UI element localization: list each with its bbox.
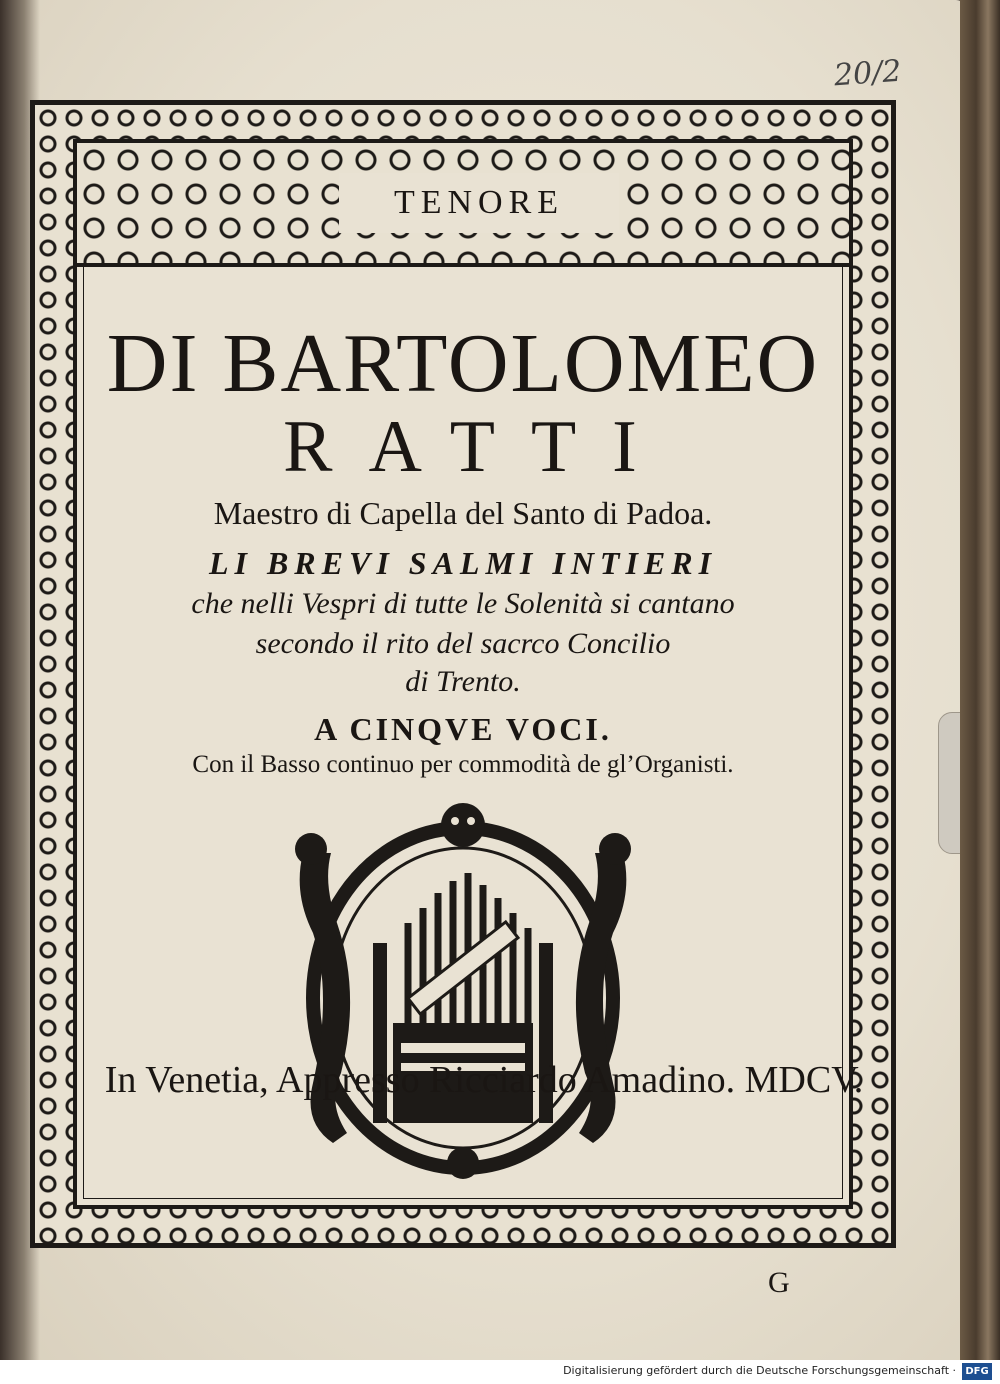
footer-credit: Digitalisierung gefördert durch die Deutsche Forschungsgemeinschaft · <box>563 1364 956 1377</box>
book-fore-edge <box>960 0 1000 1360</box>
composer-position: Maestro di Capella del Santo di Padoa. <box>213 495 713 531</box>
shelfmark-handwritten: 20/2 <box>832 53 903 94</box>
work-description-line1: che nelli Vespri di tutte le Solenità si cantano <box>191 587 735 620</box>
basso-continuo-note: Con il Basso continuo per commodità de gl’Organisti. <box>192 751 734 778</box>
imprint-line: In Venetia, Appresso Ricciardo Amadino. MDCV. <box>104 1059 864 1101</box>
composer-name-line1: DI BARTOLOMEO <box>106 317 820 410</box>
dfg-logo: DFG <box>962 1363 992 1380</box>
voice-part-label: TENORE <box>393 184 565 221</box>
printer-device-organ-emblem <box>283 793 643 1183</box>
voices-statement: A CINQVE VOCI. <box>314 711 612 747</box>
digitization-footer <box>0 1360 1000 1384</box>
title-panel <box>73 139 853 1209</box>
voice-part-label-box <box>339 173 619 233</box>
work-description-line2: secondo il rito del sacrco Concilio <box>255 627 671 660</box>
composer-name-line2: RATTI <box>283 406 673 488</box>
work-description-line3: di Trento. <box>405 665 521 698</box>
header-ornament-band <box>77 143 849 267</box>
work-title: LI BREVI SALMI INTIERI <box>208 545 718 581</box>
signature-mark: G <box>768 1266 790 1299</box>
